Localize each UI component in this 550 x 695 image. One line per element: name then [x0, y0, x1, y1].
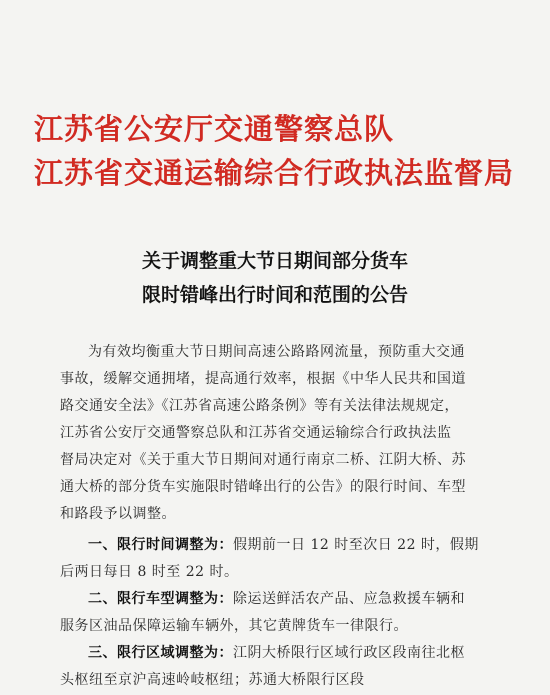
intro-line: 通大桥的部分货车实施限时错峰出行的公告》的限行时间、车型 — [60, 479, 466, 495]
document-title-line1: 关于调整重大节日期间部分货车 — [141, 250, 408, 272]
section-2-line: 服务区油品保障运输车辆外，其它黄牌货车一律限行。 — [60, 618, 408, 634]
issuing-agency-police: 江苏省公安厅交通警察总队 — [34, 112, 395, 146]
section-1-text: 假期前一日 12 时至次日 22 时，假期 — [233, 537, 479, 553]
section-1-line — [88, 536, 520, 554]
section-3-text: 江阴大桥限行区域行政区段南往北枢 — [233, 645, 465, 661]
issuing-agency-transport: 江苏省交通运输综合行政执法监督局 — [34, 156, 515, 190]
document-title-line2: 限时错峰出行时间和范围的公告 — [141, 284, 408, 306]
intro-line: 和路段予以调整。 — [60, 506, 176, 522]
section-2-text: 除运送鲜活农产品、应急救援车辆和 — [233, 591, 465, 607]
intro-line: 路交通安全法》《江苏省高速公路条例》等有关法律法规规定， — [60, 398, 459, 414]
section-3-heading: 三、限行区域调整为： — [88, 645, 233, 661]
section-2-line — [88, 590, 520, 608]
intro-line: 江苏省公安厅交通警察总队和江苏省交通运输综合行政执法监 — [60, 425, 452, 441]
intro-line: 为有效均衡重大节日期间高速公路路网流量，预防重大交通 — [88, 344, 465, 360]
section-3-line — [88, 644, 520, 662]
section-2-heading: 二、限行车型调整为： — [88, 591, 233, 607]
section-1-line: 后两日每日 8 时至 22 时。 — [60, 564, 239, 580]
intro-line: 事故，缓解交通拥堵，提高通行效率，根据《中华人民共和国道 — [60, 371, 466, 387]
intro-line: 督局决定对《关于重大节日期间对通行南京二桥、江阴大桥、苏 — [60, 452, 466, 468]
section-3-line: 头枢纽至京沪高速岭岐枢纽；苏通大桥限行区段 — [60, 672, 365, 688]
section-1-heading: 一、限行时间调整为： — [88, 537, 233, 553]
